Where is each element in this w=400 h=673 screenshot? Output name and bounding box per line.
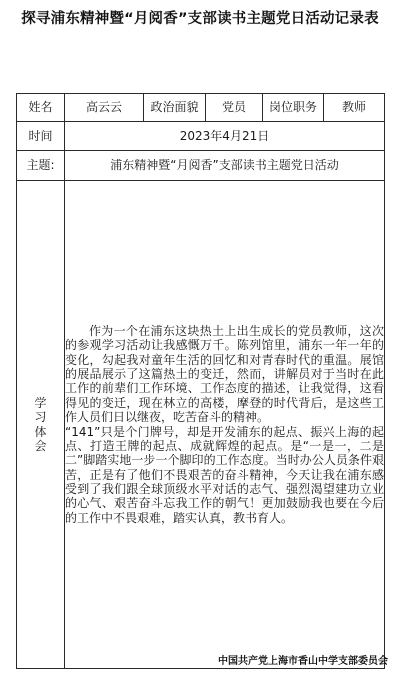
political-status-value: 党员 [206, 94, 263, 122]
info-row [17, 94, 385, 122]
reflection-text-cell [65, 181, 385, 669]
theme-row [17, 151, 385, 181]
name-value: 高云云 [65, 94, 144, 122]
position-label: 岗位职务 [263, 94, 324, 122]
name-label: 姓名 [17, 94, 65, 122]
reflection-paragraph-2: “141”只是个门牌号，却是开发浦东的起点、振兴上海的起点、打造王牌的起点、成就辉煌的起点。是“一是一，二是二”脚踏实地一步一个脚印的工作态度。当时办公人员条件艰苦，正是有了他们不畏艰苦的奋斗精神，今天让我在浦东感受到了我们跟全球顶级水平对话的志气、强烈渴望建功立业的心气、艰苦奋斗忘我工作的朝气！更加鼓励我也要在今后的工作中不畏艰难，踏实认真，教书育人。 [65, 424, 384, 525]
reflection-row [17, 181, 385, 669]
political-status-label: 政治面貌 [144, 94, 206, 122]
reflection-label-cell [17, 181, 65, 669]
theme-value: 浦东精神暨“月阅香”支部读书主题党日活动 [65, 151, 385, 181]
organization-footer: 中国共产党上海市香山中学支部委员会 [218, 656, 388, 667]
time-value: 2023年4月21日 [65, 122, 385, 151]
time-label: 时间 [17, 122, 65, 151]
reflection-label: 学习体会 [34, 395, 47, 453]
page-title: 探寻浦东精神暨“月阅香”支部读书主题党日活动记录表 [21, 11, 379, 27]
theme-label: 主题: [17, 151, 65, 181]
position-value: 教师 [324, 94, 385, 122]
reflection-paragraph-1: 作为一个在浦东这块热土上出生成长的党员教师，这次的参观学习活动让我感慨万千。陈列馆里，浦东一年一年的变化，勾起我对童年生活的回忆和对青春时代的重温。展馆的展品展示了这篇热土的变迁，然而，讲解员对于当时在此工作的前辈们工作环境、工作态度的描述，让我觉得，这看得见的变迁，现在林立的高楼，摩登的时代背后，是这些工作人员们日以继夜，吃苦奋斗的精神。 [65, 323, 384, 425]
time-row [17, 122, 385, 151]
record-table [16, 93, 385, 669]
